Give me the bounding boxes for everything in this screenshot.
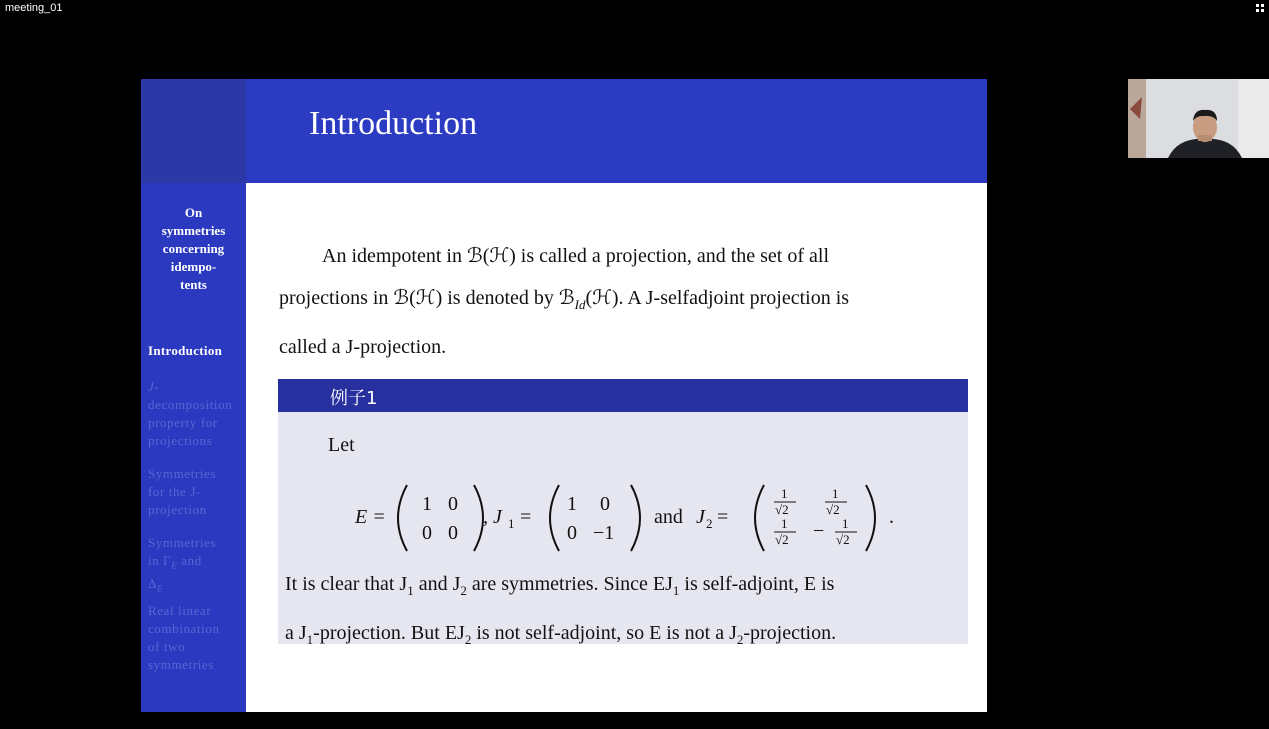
matrix-formula — [353, 481, 913, 555]
j2-cell-numerator: 1 — [781, 486, 788, 501]
shared-slide — [141, 79, 987, 712]
e-matrix-cell: 0 — [448, 493, 458, 515]
example-block — [278, 379, 968, 647]
sidebar-header — [141, 79, 246, 183]
meeting-title: meeting_01 — [5, 2, 63, 14]
sidebar-item-symmetries-j-projection[interactable]: Symmetries for the J- projection — [148, 466, 217, 517]
j1-matrix-cell: 0 — [567, 522, 577, 544]
j2-cell-denominator: √2 — [775, 502, 789, 517]
presentation-title: On symmetries concerning idempo- tents — [161, 205, 226, 292]
example-let: Let — [328, 434, 355, 456]
participant-video-icon — [1128, 79, 1269, 158]
j2-cell-denominator: √2 — [826, 502, 840, 517]
e-matrix-cell: 0 — [448, 522, 458, 544]
left-paren-icon — [755, 485, 764, 551]
j2-subscript: 2 — [706, 516, 713, 531]
j1-matrix-cell: 1 — [567, 493, 577, 515]
j2-cell-minus: − — [813, 520, 825, 542]
sidebar-item-symmetries-gamma-delta[interactable]: Symmetries in $\Gamma_E$ and $\Delta_E$ — [148, 535, 217, 594]
layout-grid-icon[interactable] — [1256, 4, 1264, 12]
right-paren-icon — [474, 485, 483, 551]
j2-label: J — [696, 506, 705, 528]
j2-cell-numerator: 1 — [781, 516, 788, 531]
example-block-header — [278, 379, 968, 412]
j1-matrix-cell: 0 — [600, 493, 610, 515]
example-block-title: 例子1 — [330, 388, 378, 409]
j2-cell-denominator: √2 — [775, 532, 789, 547]
j2-equals: = — [717, 506, 729, 528]
left-paren-icon — [550, 485, 559, 551]
formula-period: . — [889, 506, 894, 528]
j1-subscript: 1 — [508, 516, 515, 531]
example-conclusion: It is clear that $J_1$ and $J_2$ are symmetries. Since $EJ_1$ is self-adjoint, E is a $J_1$-projection. But $EJ_2$ is not self-adjoint, so E is not a $J_2$-projection. — [285, 573, 837, 647]
and-word: and — [654, 506, 683, 528]
e-matrix-cell: 1 — [422, 493, 432, 515]
sidebar-item-real-linear-combination[interactable]: Real linear combination of two symmetries — [148, 603, 220, 672]
slide-sidebar — [141, 183, 246, 712]
j1-matrix-cell: −1 — [593, 522, 615, 544]
j2-cell-denominator: √2 — [836, 532, 850, 547]
e-matrix-cell: 0 — [422, 522, 432, 544]
right-paren-icon — [866, 485, 875, 551]
j2-cell-numerator: 1 — [832, 486, 839, 501]
left-paren-icon — [398, 485, 407, 551]
slide-header — [246, 79, 987, 183]
j1-equals: = — [520, 506, 532, 528]
j2-cell-numerator: 1 — [842, 516, 849, 531]
participant-video[interactable] — [1128, 79, 1269, 158]
intro-paragraph: An idempotent in ℬ(ℋ) is called a projection, and the set of all projections in ℬ(ℋ) is denoted by ℬ$_{Id}$(ℋ). A J-selfadjoint projection is called a J-projection. — [279, 245, 850, 358]
j1-label: , J — [483, 506, 502, 528]
right-paren-icon — [631, 485, 640, 551]
e-label: E = — [355, 506, 386, 528]
sidebar-item-j-decomposition[interactable]: J- decomposition property for projections — [148, 379, 233, 448]
sidebar-item-introduction[interactable]: Introduction — [148, 343, 223, 358]
slide-title: Introduction — [309, 105, 478, 142]
